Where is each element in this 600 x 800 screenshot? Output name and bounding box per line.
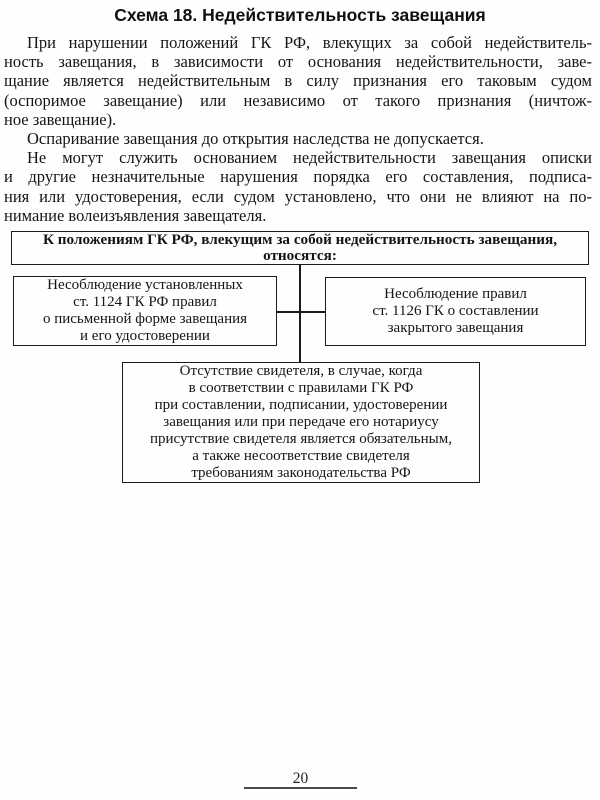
page-title: Схема 18. Недействительность завещания <box>114 5 486 25</box>
footer-rule <box>244 787 357 789</box>
box-line: присутствие свидетеля является обязательным, <box>150 431 452 447</box>
page-number: 20 <box>292 770 309 787</box>
paragraph-line: щание является недействительным в силу признания его таковым судом <box>4 71 592 91</box>
box-line: завещания или при передаче его нотариусу <box>163 414 439 430</box>
paragraph-line: ное завещание). <box>4 109 117 129</box>
box-line: ст. 1124 ГК РФ правил <box>73 294 217 310</box>
box-line: относятся: <box>263 247 337 264</box>
box-line: К положениям ГК РФ, влекущим за собой недействительность завещания, <box>42 231 557 249</box>
connector-vertical-line <box>299 265 301 362</box>
paragraph-line: При нарушении положений ГК РФ, влекущих за собой недействитель- <box>27 33 592 52</box>
box-line: закрытого завещания <box>387 320 524 336</box>
diagram-box-closed-will <box>325 277 586 346</box>
box-line: а также несоответствие свидетеля <box>192 448 410 464</box>
diagram-header-box <box>11 231 589 265</box>
connector-horizontal-line <box>277 311 325 313</box>
paragraph-line: и другие незначительные нарушения порядка его составления, подписа- <box>4 167 592 187</box>
box-line: требованиям законодательства РФ <box>191 465 411 481</box>
box-line: ст. 1126 ГК о составлении <box>372 303 539 319</box>
box-line: Несоблюдение правил <box>384 286 527 302</box>
box-line: при составлении, подписании, удостоверении <box>154 397 448 413</box>
diagram-box-witness-absence <box>122 362 480 483</box>
paragraph-line: ния или удостоверения, если судом установлено, что они не влияют на по- <box>4 186 592 206</box>
intro-text <box>4 33 592 225</box>
paragraph-line: Не могут служить основанием недействительности завещания описки <box>27 148 592 168</box>
paragraph-line: Оспаривание завещания до открытия наследства не допускается. <box>27 129 484 149</box>
box-line: в соответствии с правилами ГК РФ <box>188 380 414 396</box>
paragraph-line: ность завещания, в зависимости от основания недействительности, заве- <box>4 52 592 72</box>
diagram-box-written-form <box>13 276 277 346</box>
box-line: Отсутствие свидетеля, в случае, когда <box>179 363 423 379</box>
paragraph-line: (оспоримое завещание) или независимо от такого признания (ничтож- <box>4 90 592 110</box>
box-line: о письменной форме завещания <box>42 311 248 327</box>
box-line: и его удостоверении <box>80 328 210 344</box>
box-line: Несоблюдение установленных <box>47 277 243 293</box>
paragraph-line: нимание волеизъявления завещателя. <box>4 205 267 225</box>
